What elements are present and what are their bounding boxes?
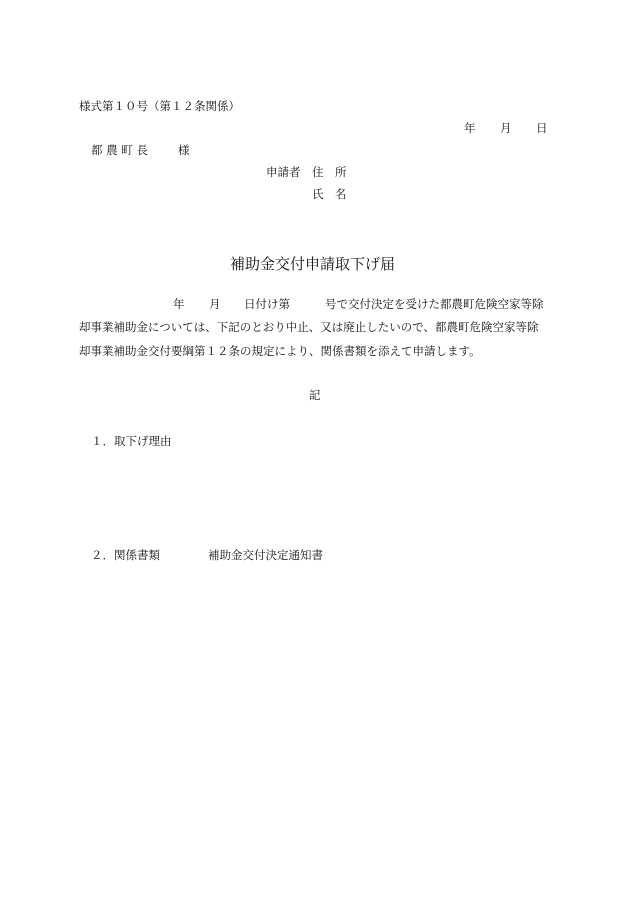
applicant-name-label: 氏 名	[312, 187, 347, 201]
body-year-label: 年	[173, 297, 185, 311]
ki-heading: 記	[309, 388, 321, 402]
body-line1-rest: 号で交付決定を受けた都農町危険空家等除	[325, 297, 544, 311]
date-year-label: 年	[464, 121, 476, 135]
applicant-address-label: 住 所	[312, 165, 347, 179]
item-reason-label: １．取下げ理由	[91, 434, 172, 448]
body-dated-label: 日付け第	[244, 297, 290, 311]
applicant-label: 申請者	[266, 165, 301, 179]
document-title: 補助金交付申請取下げ届	[230, 255, 396, 273]
body-line2: 却事業補助金については、下記のとおり中止、又は廃止したいので、都農町危険空家等除	[79, 320, 539, 334]
date-day-label: 日	[536, 121, 548, 135]
item-documents-value: 補助金交付決定通知書	[208, 548, 323, 562]
body-line3: 却事業補助金交付要綱第１２条の規定により、関係書類を添えて申請します。	[79, 344, 481, 358]
form-number-label: 様式第１０号（第１２条関係）	[79, 99, 240, 113]
date-month-label: 月	[500, 121, 512, 135]
body-month-label: 月	[209, 297, 221, 311]
item-documents-label: ２．関係書類	[91, 548, 160, 562]
addressee-name: 都 農 町 長	[91, 143, 148, 157]
addressee-honorific: 様	[178, 143, 190, 157]
